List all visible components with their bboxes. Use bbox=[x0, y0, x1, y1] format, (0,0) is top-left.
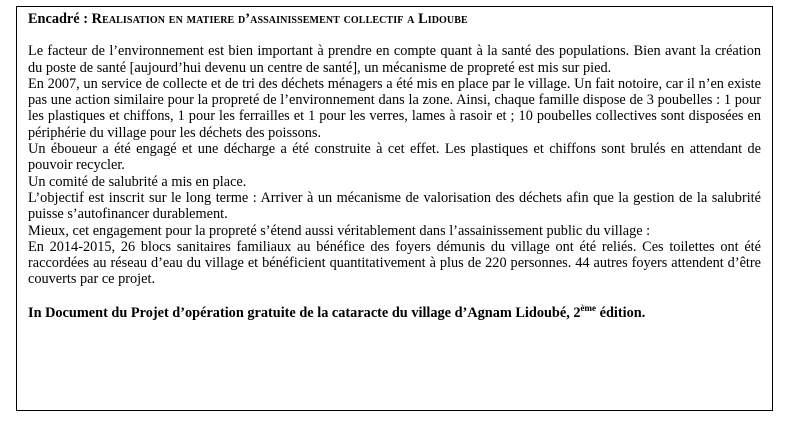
source-superscript: ème bbox=[580, 302, 597, 313]
title-label: Encadré : bbox=[28, 11, 88, 27]
source-citation bbox=[28, 302, 761, 321]
paragraph-blocs-sanitaires: En 2014-2015, 26 blocs sanitaires familiaux au bénéfice des foyers démunis du village ont été reliés. Ces toilettes ont été raccordées au réseau d’eau du village et bénéficient quantitativement à plus de 220 personnes. 44 autres foyers attendent d’être couverts par ce projet. bbox=[28, 238, 761, 288]
encadre-content bbox=[28, 11, 761, 321]
encadre-title bbox=[28, 11, 761, 27]
source-tail: édition. bbox=[596, 304, 646, 321]
encadre-box bbox=[16, 6, 773, 411]
paragraph-engagement: Mieux, cet engagement pour la propreté s’étend aussi véritablement dans l’assainissement public du village : bbox=[28, 222, 651, 239]
paragraph-objectif: L’objectif est inscrit sur le long terme : Arriver à un mécanisme de valorisation des déchets afin que la gestion de la salubrité puisse s’autofinancer durablement. bbox=[28, 189, 761, 223]
paragraph-intro: Le facteur de l’environnement est bien important à prendre en compte quant à la santé des populations. Bien avant la création du poste de santé [aujourd’hui devenu un centre de santé], un mécanisme de propreté est mis sur pied. bbox=[28, 43, 761, 76]
paragraph-collecte: En 2007, un service de collecte et de tri des déchets ménagers a été mis en place par le village. Un fait notoire, car il n’en existe pas une action similaire pour la propreté de l’environnement dans la zone. Ainsi, chaque famille dispose de 3 poubelles : 1 pour les plastiques et chiffons, 1 pour les ferrailles et 1 pour les verres, lames à rasoir et ; 10 poubelles collectives sont disposées en périphérie du village pour les déchets des poissons. bbox=[28, 75, 761, 141]
title-text: Realisation en matiere d’assainissement collectif a Lidoube bbox=[87, 11, 468, 27]
paragraph-eboueur: Un éboueur a été engagé et une décharge a été construite à cet effet. Les plastiques et chiffons sont brulés en attendant de pouvoir recycler. bbox=[28, 141, 761, 174]
paragraph-comite: Un comité de salubrité a mis en place. bbox=[28, 173, 247, 190]
source-text: In Document du Projet d’opération gratuite de la cataracte du village d’Agnam Lidoubé, 2 bbox=[28, 304, 581, 321]
